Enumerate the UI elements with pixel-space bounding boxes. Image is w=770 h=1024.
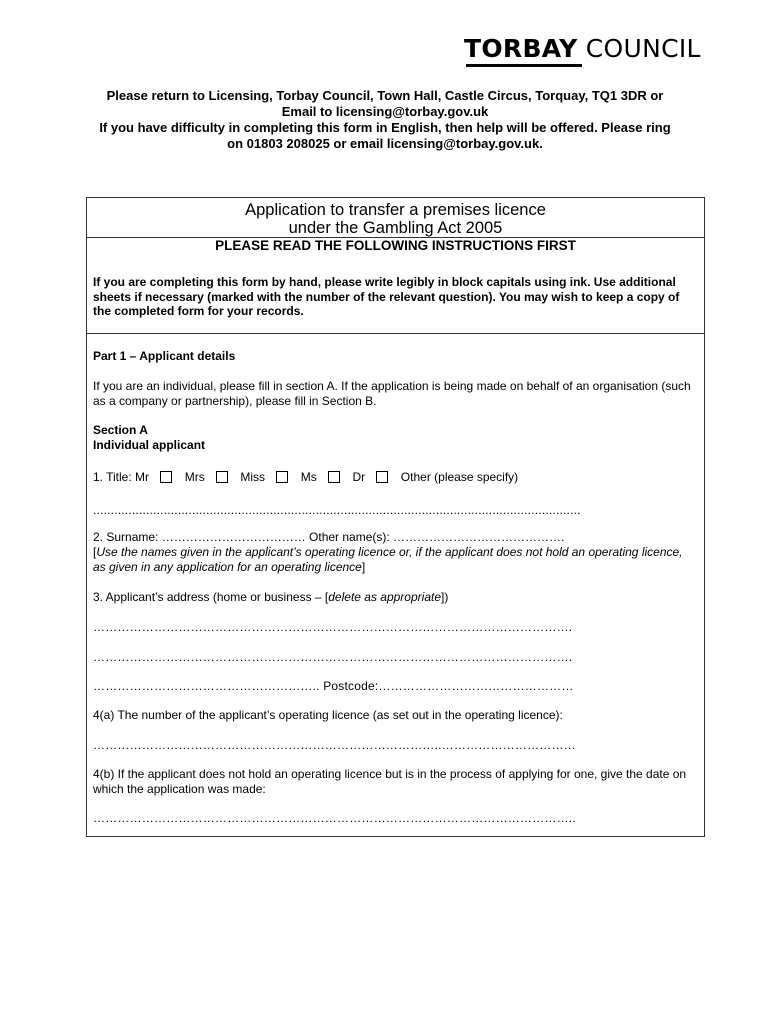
logo-council: COUNCIL [577, 34, 701, 63]
instructions-heading: PLEASE READ THE FOLLOWING INSTRUCTIONS FIRST [215, 238, 576, 253]
title-checkbox-miss[interactable] [276, 471, 288, 483]
title-checkbox-ms[interactable] [328, 471, 340, 483]
form-title-cell [87, 198, 704, 238]
title-mrs-label: Mrs [184, 469, 205, 484]
return-instructions [60, 88, 710, 152]
instructions-divider [87, 333, 704, 334]
application-form [86, 197, 705, 837]
logo-underline [466, 64, 582, 67]
q2-note [93, 545, 693, 574]
return-line-4: on 01803 208025 or email licensing@torbay.gov.uk. [227, 136, 543, 151]
form-title-line-1: Application to transfer a premises licence [245, 201, 546, 219]
torbay-council-logo [464, 34, 704, 64]
q3-label-text: 3. Applicant’s address (home or business – [ [93, 590, 329, 604]
q4b-field[interactable]: ……………………………………………………………………………………………………….. [93, 811, 576, 825]
return-line-1: Please return to Licensing, Torbay Council, Town Hall, Castle Circus, Torquay, TQ1 3DR or [106, 88, 664, 103]
q2-names-field[interactable]: 2. Surname: ……………………………… Other name(s): ……………………………………. [93, 530, 565, 544]
postcode-field[interactable]: ……………………………………………….. Postcode:………………………………………… [93, 679, 574, 693]
individual-applicant-heading: Individual applicant [93, 438, 206, 452]
q3-delete-note: delete as appropriate [328, 590, 441, 604]
title-checkbox-dr[interactable] [376, 471, 388, 483]
q2-note-text: Use the names given in the applicant’s operating licence or, if the applicant does not hold an operating licence, as given in any application for an operating licence [93, 545, 683, 574]
title-other-field[interactable]: .......................................................................................................................................... [93, 503, 581, 517]
q4b-label: 4(b) If the applicant does not hold an operating licence but is in the process of applying for one, give the date on which the application was made: [93, 767, 687, 796]
part1-intro: If you are an individual, please fill in section A. If the application is being made on behalf of an organisation (such as a company or partnership), please fill in Section B. [93, 379, 691, 408]
address-line-1[interactable]: ………………………………………………………………………………………………………. [93, 620, 573, 634]
q2-note-close: ] [361, 559, 366, 574]
instructions-body: If you are completing this form by hand, please write legibly in block capitals using ink. Use additional sheets if necessary (marked with the number of the relevant question). You may wish to keep a copy of the completed form for your records. [93, 275, 680, 318]
title-ms-label: Ms [300, 469, 317, 484]
return-line-2: Email to licensing@torbay.gov.uk [281, 104, 489, 119]
address-line-2[interactable]: ………………………………………………………………………………………………………. [93, 650, 573, 664]
form-title-line-2: under the Gambling Act 2005 [288, 219, 503, 237]
section-a-heading: Section A [93, 423, 148, 437]
q4a-label: 4(a) The number of the applicant’s operating licence (as set out in the operating licence): [93, 708, 563, 722]
q4a-field[interactable]: …………………………………………………………………………..…………………………… [93, 738, 576, 752]
title-dr-label: Dr [352, 469, 366, 484]
title-options-row [93, 468, 518, 485]
return-line-3: If you have difficulty in completing this form in English, then help will be offered. Please ring [99, 120, 671, 135]
logo-torbay: TORBAY [464, 34, 578, 63]
title-miss-label: Miss [240, 469, 266, 484]
title-checkbox-mrs[interactable] [216, 471, 228, 483]
part1-heading: Part 1 – Applicant details [93, 349, 236, 363]
q2-note-open: [ [93, 545, 97, 559]
title-checkbox-mr[interactable] [160, 471, 172, 483]
title-label: 1. Title: Mr [93, 469, 150, 484]
q3-label-close: ]) [441, 590, 449, 604]
title-other-label: Other (please specify) [400, 469, 519, 484]
q3-label [93, 590, 693, 605]
